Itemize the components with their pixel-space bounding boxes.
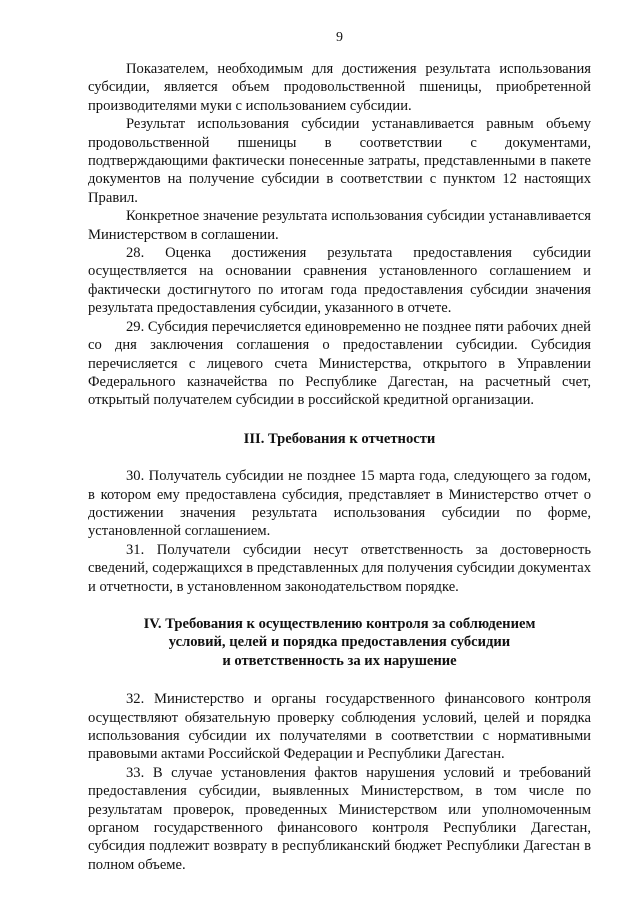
section-heading-iii — [88, 430, 591, 448]
section-heading-iv-line-1: IV. Требования к осуществлению контроля за соблюдением — [143, 615, 536, 632]
page-number: 9 — [336, 30, 343, 45]
paragraph-30: 30. Получатель субсидии не позднее 15 марта года, следующего за годом, в котором ему предоставлена субсидия, представляет в Министерство отчет о достижении значения результата использования субсидии по форме, установленной соглашением. — [88, 468, 591, 540]
paragraph-indicator: Показателем, необходимым для достижения результата использования субсидии, является объем продовольственной пшеницы, приобретенной производителями муки с использованием субсидии. — [88, 61, 591, 114]
paragraph-result-definition: Результат использования субсидии устанавливается равным объему продовольственной пшеницы в соответствии с документами, подтверждающими фактически понесенные затраты, представленными в пакете документов на получение субсидии в соответствии с пунктом 12 настоящих Правил. — [88, 116, 591, 206]
section-heading-iv-line-2: условий, целей и порядка предоставления субсидии — [168, 634, 511, 651]
section-heading-iv — [88, 615, 591, 670]
paragraph-33: 33. В случае установления фактов нарушения условий и требований предоставления субсидии, выявленных Министерством, в том числе по результатам проверок, проведенных Министерством или уполномоченным органом государственного финансового контроля Республики Дагестан, субсидия подлежит возврату в республиканский бюджет Республики Дагестан в полном объеме. — [88, 764, 591, 873]
section-heading-iv-line-3: и ответственность за их нарушение — [222, 652, 457, 669]
paragraph-29: 29. Субсидия перечисляется единовременно не позднее пяти рабочих дней со дня заключения соглашения о предоставлении субсидии. Субсидия перечисляется с лицевого счета Министерства, открытого в Управлении Федерального казначейства по Республике Дагестан, на расчетный счет, открытый получателем субсидии в российской кредитной организации. — [88, 318, 591, 409]
paragraph-32: 32. Министерство и органы государственного финансового контроля осуществляют обязательную проверку соблюдения условий, целей и порядка использования субсидии их получателями в соответствии с нормативными правовыми актами Российской Федерации и Республики Дагестан. — [88, 691, 591, 763]
section-heading-iii-line: III. Требования к отчетности — [243, 430, 436, 447]
paragraph-result-value: Конкретное значение результата использования субсидии устанавливается Министерством в соглашении. — [88, 208, 591, 243]
paragraph-31: 31. Получатели субсидии несут ответственность за достоверность сведений, содержащихся в представленных для получения субсидии документах и отчетности, в установленном законодательством порядке. — [88, 541, 591, 595]
paragraph-28: 28. Оценка достижения результата предоставления субсидии осуществляется на основании сравнения установленного соглашением и фактически достигнутого по итогам года предоставления субсидии значения результата предоставления субсидии, указанного в отчете. — [88, 245, 591, 317]
